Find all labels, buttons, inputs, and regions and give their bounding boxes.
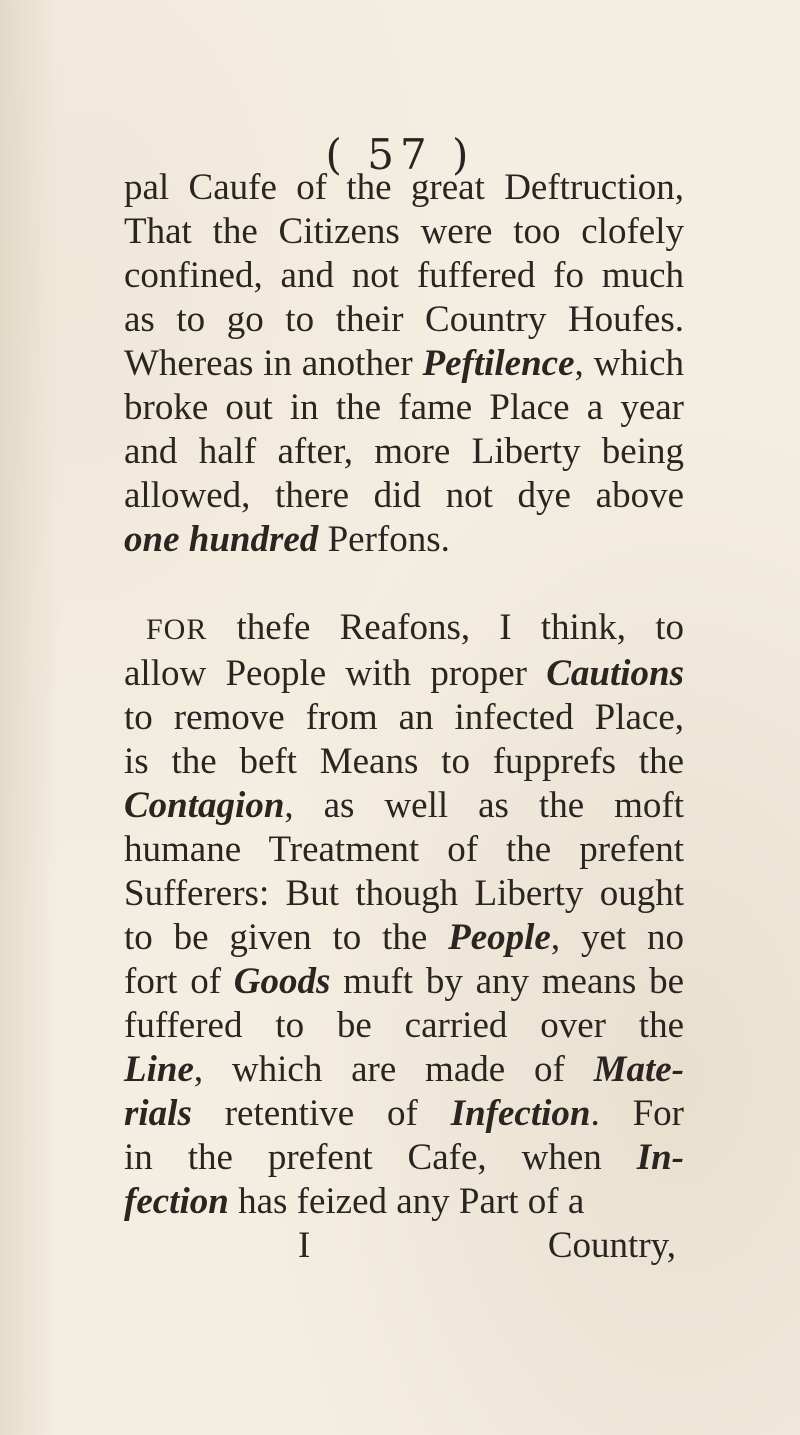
text-line xyxy=(124,872,684,916)
text-run: humane Treatment of the prefent xyxy=(124,829,684,870)
italic-run: Goods xyxy=(233,961,331,1002)
text-run: , which xyxy=(574,343,684,384)
text-line xyxy=(124,430,684,474)
text-line xyxy=(124,606,684,652)
italic-run: fection xyxy=(124,1181,229,1222)
italic-run: Cautions xyxy=(546,653,684,694)
italic-run: People xyxy=(448,917,551,958)
text-run: Sufferers: But though Liberty ought xyxy=(124,873,684,914)
page-gutter-shadow xyxy=(0,0,60,1435)
text-run: confined, and not fuffered fo much xyxy=(124,255,684,296)
text-run: muft by any means be xyxy=(330,961,684,1002)
italic-run: Line xyxy=(124,1049,194,1090)
text-run: fuffered to be carried over the xyxy=(124,1005,684,1046)
italic-run: rials xyxy=(124,1093,192,1134)
text-line xyxy=(124,210,684,254)
text-line xyxy=(124,342,684,386)
text-run: broke out in the fame Place a year xyxy=(124,387,684,428)
text-run: as to go to their Country Houfes. xyxy=(124,299,684,340)
italic-run: Peftilence xyxy=(422,343,575,384)
text-run: fort of xyxy=(124,961,234,1002)
text-run: , as well as the moft xyxy=(284,785,684,826)
italic-run: one hundred xyxy=(124,519,319,560)
footer-line xyxy=(124,1224,684,1268)
text-run: and half after, more Liberty being xyxy=(124,431,684,472)
catchword: Country, xyxy=(547,1225,676,1266)
italic-run: In- xyxy=(636,1137,684,1178)
text-line xyxy=(124,166,684,210)
text-line xyxy=(124,1048,684,1092)
signature-mark: I xyxy=(298,1225,311,1266)
text-line xyxy=(124,474,684,518)
text-line xyxy=(124,652,684,696)
text-run: retentive of xyxy=(191,1093,451,1134)
text-line xyxy=(124,1004,684,1048)
text-run: That the Citizens were too clofely xyxy=(124,211,684,252)
text-run: allowed, there did not dye above xyxy=(124,475,684,516)
text-line xyxy=(124,740,684,784)
body-text xyxy=(124,166,684,1268)
text-line xyxy=(124,960,684,1004)
text-line xyxy=(124,298,684,342)
text-run: to remove from an infected Place, xyxy=(124,697,684,738)
text-run: pal Caufe of the great Deftruction, xyxy=(124,167,684,208)
text-run: Perfons. xyxy=(318,519,450,560)
text-line xyxy=(124,784,684,828)
text-line xyxy=(124,1136,684,1180)
text-run: in the prefent Cafe, when xyxy=(124,1137,637,1178)
text-line xyxy=(124,696,684,740)
text-line xyxy=(124,386,684,430)
text-line xyxy=(124,828,684,872)
italic-run: Contagion xyxy=(124,785,285,826)
text-run: is the beft Means to fupprefs the xyxy=(124,741,684,782)
text-run: has feized any Part of a xyxy=(228,1181,585,1222)
italic-run: Infection xyxy=(450,1093,591,1134)
text-line xyxy=(124,1180,684,1224)
text-run: Whereas in another xyxy=(124,343,423,384)
text-line xyxy=(124,254,684,298)
text-line xyxy=(124,916,684,960)
paragraph-2 xyxy=(124,606,684,1224)
small-caps-run: FOR xyxy=(146,613,208,646)
paragraph-1 xyxy=(124,166,684,562)
text-line xyxy=(124,1092,684,1136)
text-line xyxy=(124,518,684,562)
page-number: ( 57 ) xyxy=(325,130,475,179)
text-run: , yet no xyxy=(550,917,685,958)
text-run: allow People with proper xyxy=(124,653,547,694)
paragraph-gap xyxy=(124,562,684,606)
text-run: thefe Reafons, I think, to xyxy=(207,607,684,648)
italic-run: Mate- xyxy=(593,1049,684,1090)
text-run: to be given to the xyxy=(124,917,449,958)
text-run: . For xyxy=(590,1093,684,1134)
text-run: , which are made of xyxy=(193,1049,594,1090)
